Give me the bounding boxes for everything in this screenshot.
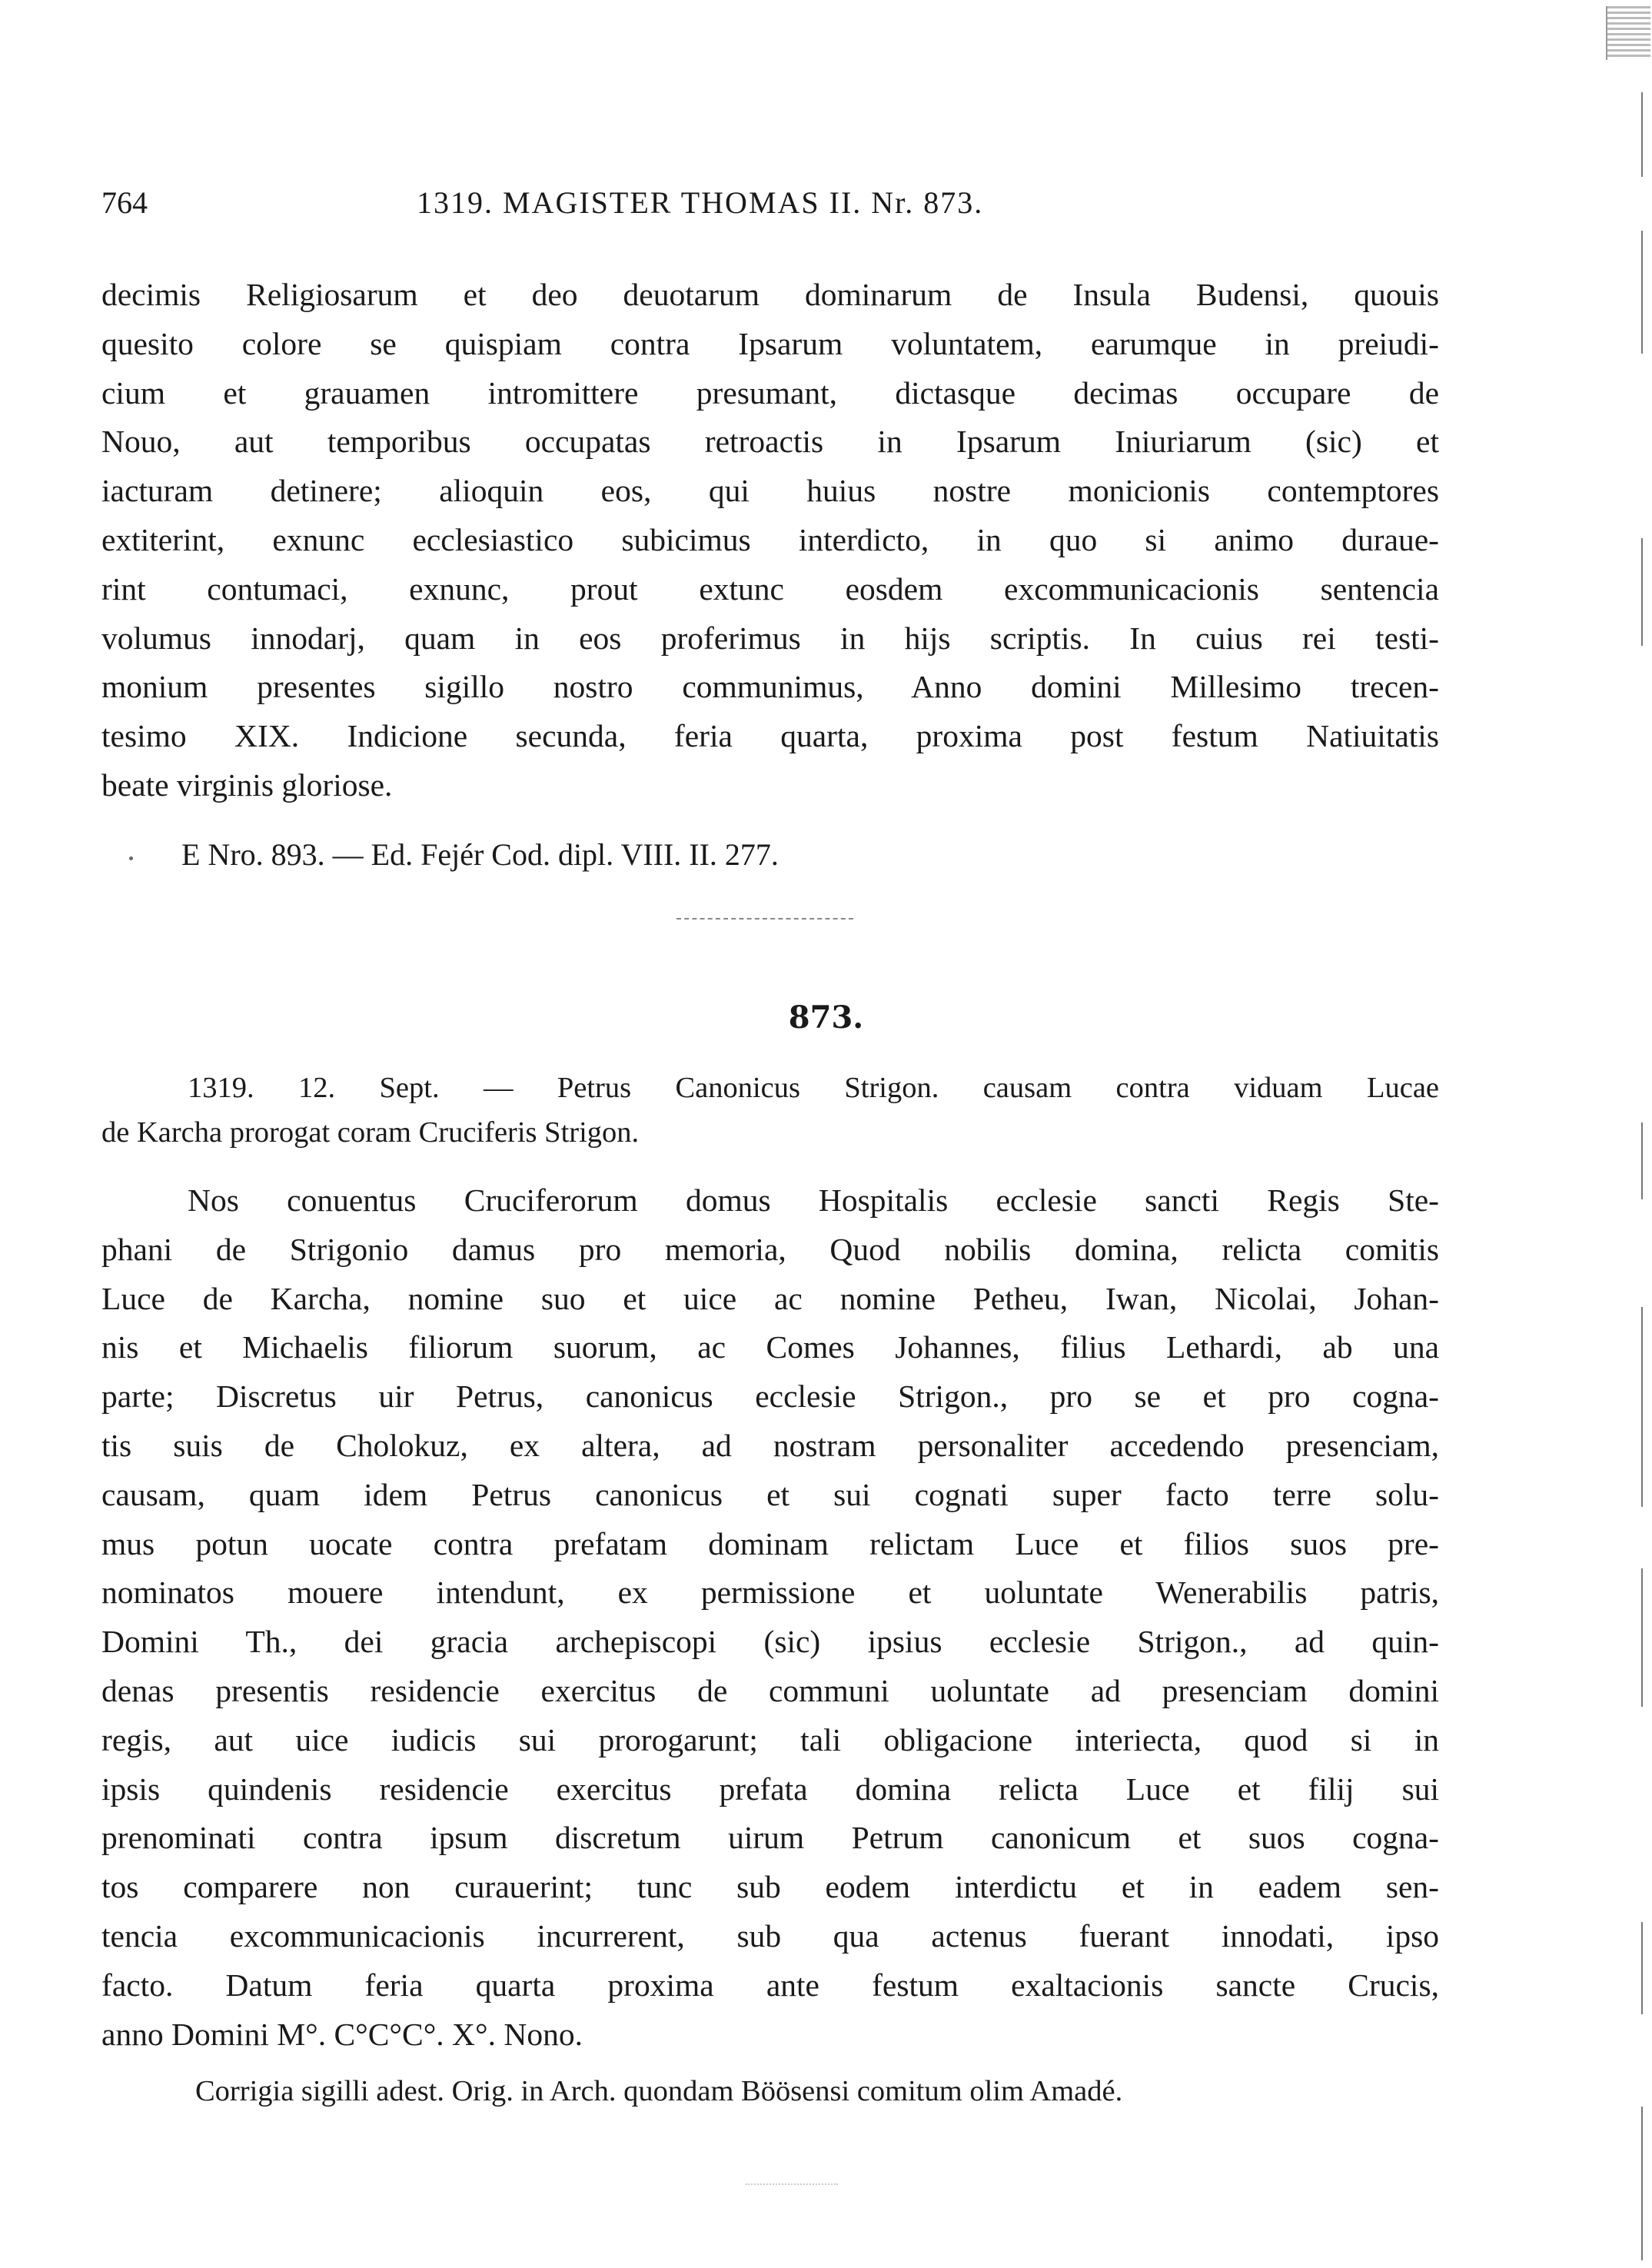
text-line: regis, aut uice iudicis sui prorogarunt; tali obligacione interiecta, quod si in [101,1721,1439,1758]
text-line: parte; Discretus uir Petrus, canonicus ecclesie Strigon., pro se et pro cogna- [101,1378,1439,1415]
text-line: causam, quam idem Petrus canonicus et sui cognati super facto terre solu- [101,1476,1439,1512]
document-body [101,1176,1439,2059]
document-number: 873. [788,999,864,1036]
text-line: extiterint, exnunc ecclesiastico subicimus interdicto, in quo si animo duraue- [101,521,1439,557]
document-summary [101,1066,1439,1155]
text-line: decimis Religiosarum et deo deuotarum dominarum de Insula Budensi, quouis [101,277,1439,312]
text-line: Nos conuentus Cruciferorum domus Hospitalis ecclesie sancti Regis Ste- [188,1182,1439,1218]
text-line: Luce de Karcha, nomine suo et uice ac nomine Petheu, Iwan, Nicolai, Johan- [101,1280,1439,1316]
text-line: phani de Strigonio damus pro memoria, Quod nobilis domina, relicta comitis [101,1231,1439,1267]
text-line: beate virginis gloriose. [101,767,393,803]
summary-line: de Karcha prorogat coram Cruciferis Strigon. [101,1116,640,1149]
scan-edge-mark [1641,1307,1643,1507]
running-head: 1319. MAGISTER THOMAS II. Nr. 873. [417,185,984,220]
source-note: E Nro. 893. — Ed. Fejér Cod. dipl. VIII. II. 277. [181,837,779,872]
scan-edge-mark [1641,231,1643,354]
text-line: anno Domini M°. C°C°C°. X°. Nono. [101,2016,583,2052]
closing-note: Corrigia sigilli adest. Orig. in Arch. quondam Böösensi comitum olim Amadé. [195,2075,1123,2107]
text-line: facto. Datum feria quarta proxima ante festum exaltacionis sancte Crucis, [101,1967,1439,2003]
text-line: nis et Michaelis filiorum suorum, ac Comes Johannes, filius Lethardi, ab una [101,1329,1439,1365]
text-line: monium presentes sigillo nostro communimus, Anno domini Millesimo trecen- [101,669,1439,705]
text-line: denas presentis residencie exercitus de communi uoluntate ad presenciam domini [101,1672,1439,1708]
text-line: nominatos mouere intendunt, ex permissione et uoluntate Wenerabilis patris, [101,1575,1439,1611]
text-line: tos comparere non curauerint; tunc sub eodem interdictu et in eadem sen- [101,1869,1439,1905]
scan-edge-mark [1641,538,1643,646]
page-header [101,185,1439,231]
text-line: iacturam detinere; alioquin eos, qui huius nostre monicionis contemptores [101,473,1439,509]
text-line: volumus innodarj, quam in eos proferimus in hijs scriptis. In cuius rei testi- [101,620,1439,656]
summary-line: 1319. 12. Sept. — Petrus Canonicus Strigon. causam contra viduam Lucae [188,1072,1439,1104]
text-line: tesimo XIX. Indicione secunda, feria quarta, proxima post festum Natiuitatis [101,718,1439,754]
text-line: rint contumaci, exnunc, prout extunc eosdem excommunicacionis sentencia [101,570,1439,607]
page-number: 764 [101,185,148,220]
continuation-paragraph [101,271,1439,810]
scan-edge-margin [1634,0,1652,2268]
text-line: Nouo, aut temporibus occupatas retroactis in Ipsarum Iniuriarum (sic) et [101,424,1439,460]
text-line: tencia excommunicacionis incurrerent, sub qua actenus fuerant innodati, ipso [101,1917,1439,1954]
text-line: tis suis de Cholokuz, ex altera, ad nostram personaliter accedendo presenciam, [101,1427,1439,1463]
scan-edge-mark [1641,1922,1643,2014]
text-line: Domini Th., dei gracia archepiscopi (sic) ipsius ecclesie Strigon., ad quin- [101,1624,1439,1660]
text-line: mus potun uocate contra prefatam dominam relictam Luce et filios suos pre- [101,1525,1439,1561]
scan-color-strip [1606,6,1650,60]
scan-edge-mark [1641,1568,1643,1707]
margin-dot [129,856,133,860]
section-divider [676,918,853,920]
text-line: cium et grauamen intromittere presumant, dictasque decimas occupare de [101,374,1439,411]
scan-edge-mark [1641,1122,1643,1199]
text-line: quesito colore se quispiam contra Ipsarum voluntatem, earumque in preiudi- [101,325,1439,361]
text-line: prenominati contra ipsum discretum uirum Petrum canonicum et suos cogna- [101,1820,1439,1856]
scan-edge-mark [1641,2107,1643,2260]
text-line: ipsis quindenis residencie exercitus prefata domina relicta Luce et filij sui [101,1771,1439,1807]
scan-edge-mark [1641,92,1643,177]
footer-marks [746,2183,838,2185]
